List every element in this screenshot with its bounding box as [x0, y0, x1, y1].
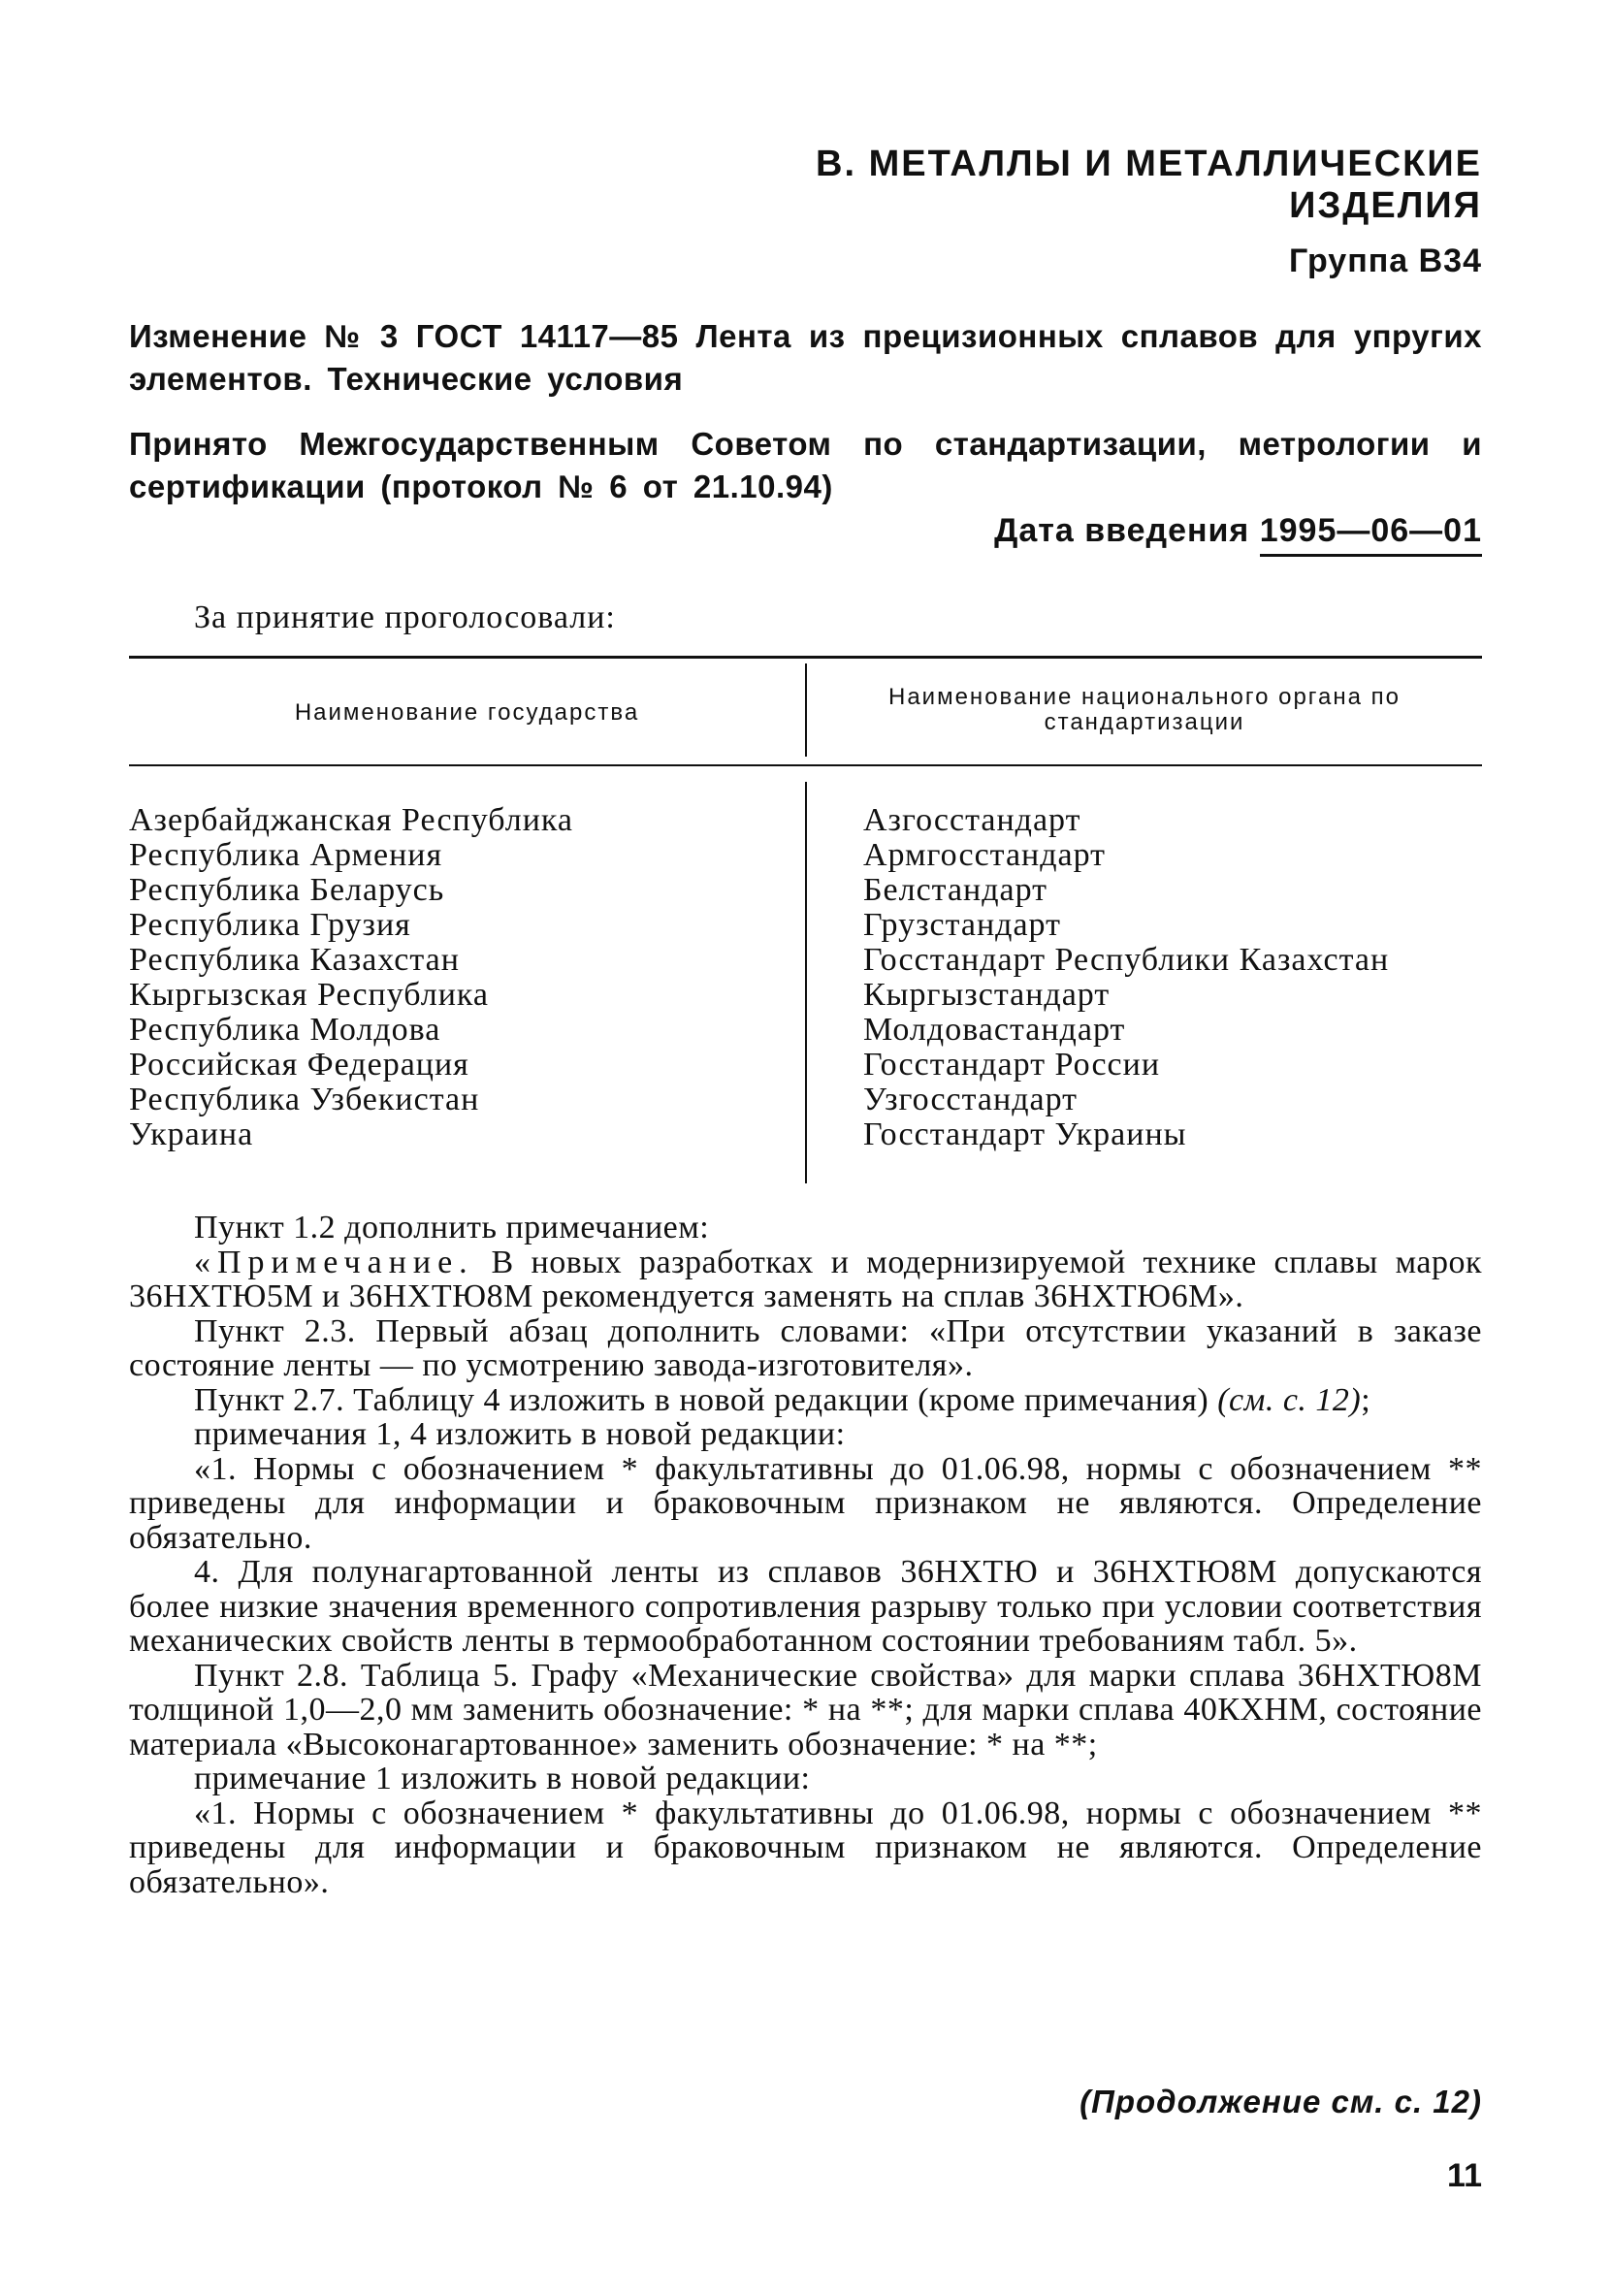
- state-item: Российская Федерация: [129, 1047, 469, 1083]
- body-item: Белстандарт: [863, 872, 1048, 908]
- body-item: Госстандарт Республики Казахстан: [863, 942, 1390, 978]
- paragraph: [129, 1245, 1482, 1314]
- body-item: Армгосстандарт: [863, 837, 1107, 873]
- state-item: Азербайджанская Республика: [129, 802, 574, 838]
- state-item: Республика Беларусь: [129, 872, 445, 908]
- bodies-list: [863, 803, 1389, 1152]
- paragraph: [129, 1383, 1482, 1418]
- page-reference: (см. с. 12): [1217, 1381, 1362, 1418]
- paragraph: Пункт 2.3. Первый абзац дополнить словами: «При отсутствии указаний в заказе состояние ленты — по усмотрению завода-изготовителя».: [129, 1312, 1482, 1383]
- paragraph: «1. Нормы с обозначением * факультативны до 01.06.98, нормы с обозначением ** приведены для информации и браковочным признаком не являются. Определение обязательно».: [129, 1795, 1482, 1900]
- state-item: Республика Грузия: [129, 907, 411, 943]
- table-top-rule: [129, 656, 1482, 659]
- states-list: [129, 803, 573, 1152]
- body-item: Узгосстандарт: [863, 1082, 1079, 1117]
- effective-date: [994, 512, 1482, 557]
- adopted-by: Принято Межгосударственным Советом по стандартизации, метрологии и сертификации (протокол № 6 от 21.10.94): [129, 426, 1482, 504]
- change-title: Изменение № 3 ГОСТ 14117—85 Лента из прецизионных сплавов для упругих элементов. Технические условия: [129, 318, 1482, 397]
- body-item: Госстандарт России: [863, 1047, 1161, 1083]
- paragraph-end: ;: [1361, 1381, 1371, 1418]
- paragraph: 4. Для полунагартованной ленты из сплавов 36НХТЮ и 36НХТЮ8М допускаются более низкие значения временного сопротивления разрыву только при условии соответствия механических свойств ленты в термообработанном состоянии требованиям табл. 5».: [129, 1554, 1482, 1659]
- table-body-divider: [805, 782, 807, 1183]
- paragraph-text: Пункт 2.7. Таблицу 4 изложить в новой редакции (кроме примечания): [194, 1381, 1218, 1418]
- table-header-rule: [129, 764, 1482, 766]
- state-item: Украина: [129, 1116, 254, 1152]
- body-item: Молдовастандарт: [863, 1012, 1126, 1048]
- continuation-note: (Продолжение см. с. 12): [1079, 2084, 1482, 2119]
- header-state: Наименование государства: [294, 699, 640, 726]
- body-item: Госстандарт Украины: [863, 1116, 1187, 1152]
- paragraph: «1. Нормы с обозначением * факультативны до 01.06.98, нормы с обозначением ** приведены для информации и браковочным признаком не являются. Определение обязательно.: [129, 1450, 1482, 1556]
- state-item: Республика Армения: [129, 837, 443, 873]
- state-item: Республика Молдова: [129, 1012, 441, 1048]
- section-title: В. МЕТАЛЛЫ И МЕТАЛЛИЧЕСКИЕ ИЗДЕЛИЯ: [816, 144, 1482, 226]
- paragraph: примечания 1, 4 изложить в новой редакции:: [194, 1416, 846, 1452]
- state-item: Республика Казахстан: [129, 942, 460, 978]
- paragraph: Пункт 2.8. Таблица 5. Графу «Механические свойства» для марки сплава 36НХТЮ8М толщиной 1,0—2,0 мм заменить обозначение: * на **; для марки сплава 40КХНМ, состояние материала «Высоконагартованное» заменить обозначение: * на **;: [129, 1657, 1482, 1762]
- body-item: Грузстандарт: [863, 907, 1061, 943]
- group-label: Группа В34: [1288, 243, 1482, 279]
- body-item: Кыргызстандарт: [863, 977, 1111, 1013]
- voted-label: За принятие проголосовали:: [194, 599, 616, 635]
- page-number: 11: [1447, 2157, 1482, 2194]
- paragraph: Пункт 1.2 дополнить примечанием:: [194, 1210, 710, 1245]
- state-item: Республика Узбекистан: [129, 1082, 480, 1117]
- paragraph: примечание 1 изложить в новой редакции:: [194, 1761, 811, 1796]
- date-label: Дата введения: [994, 512, 1250, 549]
- note-text: В новых разработках и модернизируемой технике сплавы марок 36НХТЮ5М и 36НХТЮ8М рекомендуется заменять на сплав 36НХТЮ6М».: [129, 1244, 1482, 1314]
- body-text: [129, 1211, 1482, 1899]
- header-body: Наименование национального органа по стандартизации: [888, 684, 1401, 735]
- body-item: Азгосстандарт: [863, 802, 1081, 838]
- state-item: Кыргызская Республика: [129, 977, 490, 1013]
- note-label: «Примечание.: [194, 1244, 474, 1280]
- date-value: 1995—06—01: [1260, 512, 1482, 557]
